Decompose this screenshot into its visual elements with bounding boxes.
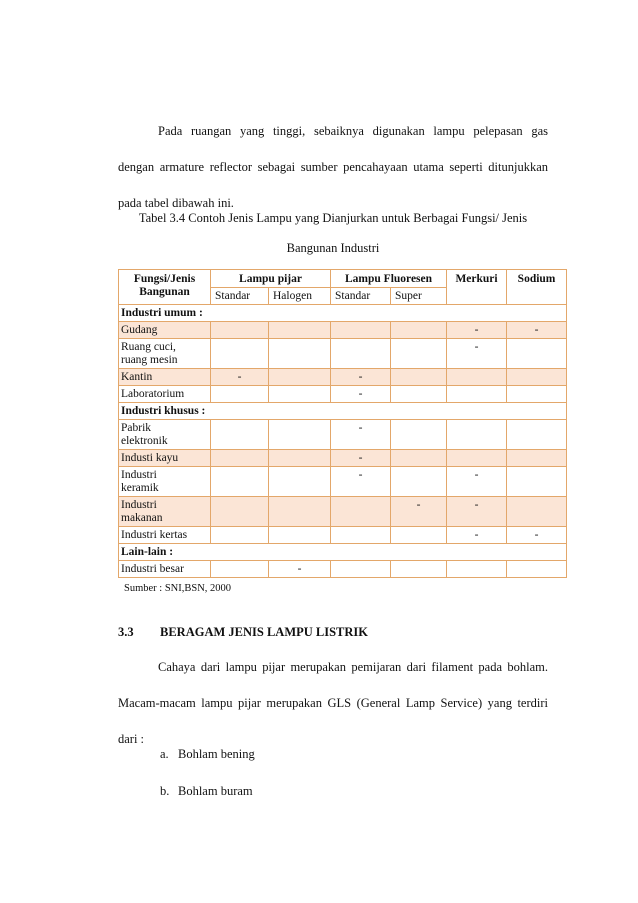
bulb-line-1: Cahaya dari lampu pijar merupakan pemijaran dari filament pada bohlam. bbox=[158, 660, 548, 674]
table-cell: - bbox=[447, 497, 507, 527]
row-label-line-1: Industri bbox=[121, 499, 157, 511]
row-label bbox=[119, 339, 211, 369]
table-cell bbox=[391, 527, 447, 544]
caption-line-1: Tabel 3.4 Contoh Jenis Lampu yang Dianjurkan untuk Berbagai Fungsi/ Jenis bbox=[138, 211, 528, 225]
table-cell: - bbox=[507, 527, 567, 544]
table-cell bbox=[269, 386, 331, 403]
table-row bbox=[119, 322, 567, 339]
table-caption bbox=[118, 203, 548, 263]
table-cell: - bbox=[211, 369, 269, 386]
table-row bbox=[119, 420, 567, 450]
table-cell bbox=[507, 497, 567, 527]
table-cell bbox=[507, 369, 567, 386]
table-cell: - bbox=[507, 322, 567, 339]
list-marker: a. bbox=[160, 747, 169, 761]
section-heading bbox=[118, 625, 368, 640]
table-cell bbox=[211, 386, 269, 403]
table-cell bbox=[391, 339, 447, 369]
row-label-line-1: Laboratorium bbox=[121, 388, 185, 400]
row-label-line-1: Industri kertas bbox=[121, 529, 188, 541]
table-cell bbox=[331, 497, 391, 527]
section-label: Industri umum : bbox=[119, 305, 567, 322]
section-label: Industri khusus : bbox=[119, 403, 567, 420]
row-label-line-1: Ruang cuci, bbox=[121, 341, 176, 353]
list-item bbox=[160, 747, 255, 762]
header-sodium: Sodium bbox=[507, 270, 567, 305]
table-cell: - bbox=[331, 386, 391, 403]
lamp-table bbox=[118, 269, 567, 578]
table-cell bbox=[391, 467, 447, 497]
table-cell bbox=[211, 497, 269, 527]
table-cell bbox=[331, 322, 391, 339]
section-row bbox=[119, 305, 567, 322]
table-cell bbox=[391, 420, 447, 450]
table-cell: - bbox=[269, 561, 331, 578]
table-cell bbox=[269, 339, 331, 369]
table-row bbox=[119, 450, 567, 467]
table-cell bbox=[507, 561, 567, 578]
table-body bbox=[119, 305, 567, 578]
section-row bbox=[119, 403, 567, 420]
section-number: 3.3 bbox=[118, 625, 134, 639]
row-label-line-1: Kantin bbox=[121, 371, 153, 383]
header-fungsi bbox=[119, 270, 211, 305]
table-cell: - bbox=[331, 467, 391, 497]
table-cell bbox=[391, 450, 447, 467]
subheader-fluo-super: Super bbox=[391, 288, 447, 305]
list-item bbox=[160, 784, 253, 799]
table-cell bbox=[211, 527, 269, 544]
row-label-line-1: Industri besar bbox=[121, 563, 184, 575]
table-row bbox=[119, 386, 567, 403]
table-cell bbox=[331, 527, 391, 544]
table-row bbox=[119, 527, 567, 544]
intro-line-3: pada tabel dibawah ini. bbox=[118, 196, 234, 210]
list-marker: b. bbox=[160, 784, 170, 798]
table-row bbox=[119, 467, 567, 497]
header-merkuri: Merkuri bbox=[447, 270, 507, 305]
table-cell bbox=[507, 339, 567, 369]
subheader-fluo-standar: Standar bbox=[331, 288, 391, 305]
bulb-line-3: dari : bbox=[118, 732, 145, 746]
list-text: Bohlam bening bbox=[178, 747, 255, 761]
table-row bbox=[119, 497, 567, 527]
table-cell bbox=[391, 322, 447, 339]
header-fungsi-line-1: Fungsi/Jenis bbox=[133, 273, 196, 285]
row-label-line-2: makanan bbox=[121, 512, 163, 524]
row-label bbox=[119, 420, 211, 450]
table-cell bbox=[391, 369, 447, 386]
subheader-pijar-standar: Standar bbox=[211, 288, 269, 305]
row-label bbox=[119, 527, 211, 544]
row-label-line-2: elektronik bbox=[121, 435, 168, 447]
table-cell bbox=[269, 467, 331, 497]
table-cell bbox=[447, 450, 507, 467]
section-title: BERAGAM JENIS LAMPU LISTRIK bbox=[160, 625, 369, 639]
row-label-line-2: keramik bbox=[121, 482, 159, 494]
table-cell bbox=[447, 561, 507, 578]
table-cell: - bbox=[331, 369, 391, 386]
row-label bbox=[119, 450, 211, 467]
caption-line-2: Bangunan Industri bbox=[286, 241, 380, 255]
table-cell bbox=[331, 561, 391, 578]
table-cell bbox=[269, 527, 331, 544]
table-cell bbox=[507, 420, 567, 450]
intro-line-2: dengan armature reflector sebagai sumber pencahayaan utama seperti ditunjukkan bbox=[118, 160, 548, 174]
row-label bbox=[119, 497, 211, 527]
table-cell: - bbox=[447, 467, 507, 497]
row-label bbox=[119, 369, 211, 386]
row-label-line-1: Pabrik bbox=[121, 422, 152, 434]
table-cell bbox=[211, 450, 269, 467]
table-cell bbox=[269, 497, 331, 527]
table-cell bbox=[331, 339, 391, 369]
list-text: Bohlam buram bbox=[178, 784, 253, 798]
table-cell bbox=[211, 339, 269, 369]
row-label-line-1: Industi kayu bbox=[121, 452, 179, 464]
intro-line-1: Pada ruangan yang tinggi, sebaiknya digunakan lampu pelepasan gas bbox=[158, 124, 548, 138]
table-cell bbox=[447, 386, 507, 403]
table-cell: - bbox=[331, 420, 391, 450]
bulb-line-2: Macam-macam lampu pijar merupakan GLS (General Lamp Service) yang terdiri bbox=[118, 696, 548, 710]
table-cell: - bbox=[331, 450, 391, 467]
table-cell bbox=[507, 386, 567, 403]
table-cell bbox=[447, 420, 507, 450]
table-cell bbox=[211, 322, 269, 339]
table-row bbox=[119, 561, 567, 578]
table-cell bbox=[447, 369, 507, 386]
table-cell bbox=[269, 322, 331, 339]
subheader-pijar-halogen: Halogen bbox=[269, 288, 331, 305]
table-row bbox=[119, 339, 567, 369]
table-cell bbox=[269, 369, 331, 386]
table-cell bbox=[391, 386, 447, 403]
table-cell: - bbox=[447, 322, 507, 339]
table-cell bbox=[269, 450, 331, 467]
table-cell bbox=[269, 420, 331, 450]
table-cell bbox=[391, 561, 447, 578]
header-lampu-pijar: Lampu pijar bbox=[211, 270, 331, 288]
row-label-line-1: Industri bbox=[121, 469, 157, 481]
table-cell bbox=[507, 467, 567, 497]
row-label-line-2: ruang mesin bbox=[121, 354, 178, 366]
table-cell bbox=[507, 450, 567, 467]
header-fungsi-line-2: Bangunan bbox=[139, 286, 190, 298]
header-lampu-fluoresen: Lampu Fluoresen bbox=[331, 270, 447, 288]
row-label bbox=[119, 561, 211, 578]
row-label bbox=[119, 467, 211, 497]
row-label bbox=[119, 322, 211, 339]
table-row bbox=[119, 369, 567, 386]
table-cell bbox=[211, 561, 269, 578]
table-cell: - bbox=[391, 497, 447, 527]
table-cell bbox=[211, 420, 269, 450]
row-label-line-1: Gudang bbox=[121, 324, 158, 336]
row-label bbox=[119, 386, 211, 403]
section-row bbox=[119, 544, 567, 561]
table-cell: - bbox=[447, 339, 507, 369]
bulb-paragraph bbox=[118, 649, 548, 757]
section-label: Lain-lain : bbox=[119, 544, 567, 561]
table-cell bbox=[211, 467, 269, 497]
table-cell: - bbox=[447, 527, 507, 544]
source-note: Sumber : SNI,BSN, 2000 bbox=[124, 583, 232, 594]
